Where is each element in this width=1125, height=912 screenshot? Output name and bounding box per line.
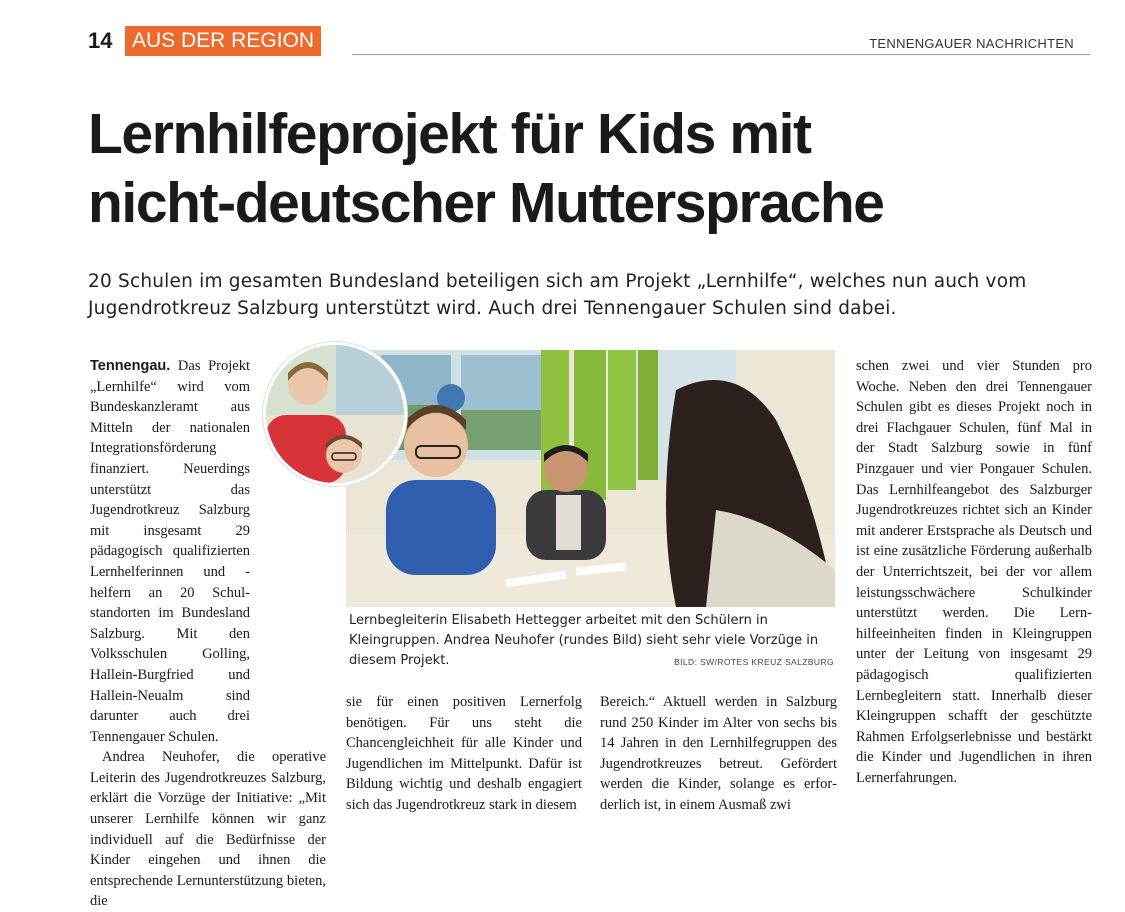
page-number: 14 [88, 28, 113, 53]
classroom-photo-illustration [346, 350, 835, 607]
article-column-2 [346, 692, 582, 816]
article-column-1 [90, 356, 326, 912]
article-column-4 [856, 356, 1092, 788]
photo-credit: BILD: SW/ROTES KREUZ SALZBURG [674, 657, 834, 667]
dateline: Tennengau. [90, 358, 171, 374]
publication-name: TENNENGAUER NACHRICHTEN [869, 36, 1074, 51]
headline [88, 100, 1098, 238]
paragraph-1-text: Das Projekt „Lernhilfe“ wird vom Bundeskanzleramt aus Mitteln der nationalen Integrationsförderung finanziert. Neuerdings unterstützt das Jugendrotkreuz Salzburg mit insgesamt 29 pädagogisch qualifizierten Lernhelferinnen und -helfern an 20 Schulstandorten im Bundesland Salzburg. Mit den Volksschulen Golling, Hallein-Burgfried und Hallein-Neualm sind darunter auch drei Tennengauer Schulen. [90, 358, 250, 745]
article-column-3 [600, 692, 837, 816]
lead-line-2: Jugendrotkreuz Salzburg unterstützt wird. Auch drei Tennengauer Schulen sind dabei. [88, 298, 897, 319]
lead-paragraph [88, 268, 1088, 322]
article-column-4-text: schen zwei und vier Stunden pro Woche. Neben den drei Tennengauer Schulen gibt es dieses Projekt noch in drei Flachgauer Schulen, fünf Mal in der Stadt Salzburg sowie in fünf Pinzgauer und vier Pongauer Schulen. Das Lernhilfeangebot des Salzburger Jugendrotkreuzes richtet sich an Kinder mit anderer Erstsprache als Deutsch und ist eine zusätzliche Förderung außerhalb der Unterrichtszeit, bei der vor allem leistungsschwächere Schulkinder unterstützt werden. Die Lernhilfeeinheiten finden in Kleingruppen unter der Leitung von insgesamt 29 pädagogisch qualifizierten Lernbegleitern statt. Innerhalb dieser Kleingruppen schafft der geschützte Rahmen Erfolgserlebnisse und bestärkt die Kinder und Jugendlichen in ihren Lernerfahrungen. [856, 358, 1092, 786]
headline-line-2: nicht-deutscher Muttersprache [88, 171, 884, 235]
article-paragraph-2: Andrea Neuhofer, die operative Leiterin des Jugendrotkreuzes Salzburg, erklärt die Vorzüge der Initiative: „Mit unserer Lernhilfe können wir ganz individuell auf die Bedürfnisse der Kinder eingehen und ihnen die entsprechende Lernunterstützung bieten, die [90, 749, 326, 910]
section-label: AUS DER REGION [125, 26, 321, 56]
article-column-2-text: sie für einen positiven Lernerfolg benötigen. Für uns steht die Chancengleichheit für alle Kinder und Jugendlichen im Mittelpunkt. Dafür ist Bildung wichtig und deshalb engagiert sich das Jugendrotkreuz stark in diesem [346, 694, 582, 813]
page-header [88, 26, 1090, 56]
article-paragraph-1 [90, 356, 250, 747]
lead-line-1: 20 Schulen im gesamten Bundesland beteiligen sich am Projekt „Lernhilfe“, welches nun auch vom [88, 271, 1027, 292]
classroom-photo [346, 350, 835, 607]
header-rule [352, 54, 1090, 55]
article-column-3-text: Bereich.“ Aktuell werden in Salzburg rund 250 Kinder im Alter von sechs bis 14 Jahren in den Lernhilfegruppen des Jugendrotkreuzes betreut. Gefördert werden die Kinder, solange es erforderlich ist, in einem Ausmaß zwi [600, 694, 837, 813]
photo-caption: Lernbegleiterin Elisabeth Hettegger arbeitet mit den Schülern in Kleingruppen. Andrea Neuhofer (rundes Bild) sieht sehr viele Vorzüge in diesem Projekt. [349, 613, 819, 668]
headline-line-1: Lernhilfeprojekt für Kids mit [88, 102, 811, 166]
